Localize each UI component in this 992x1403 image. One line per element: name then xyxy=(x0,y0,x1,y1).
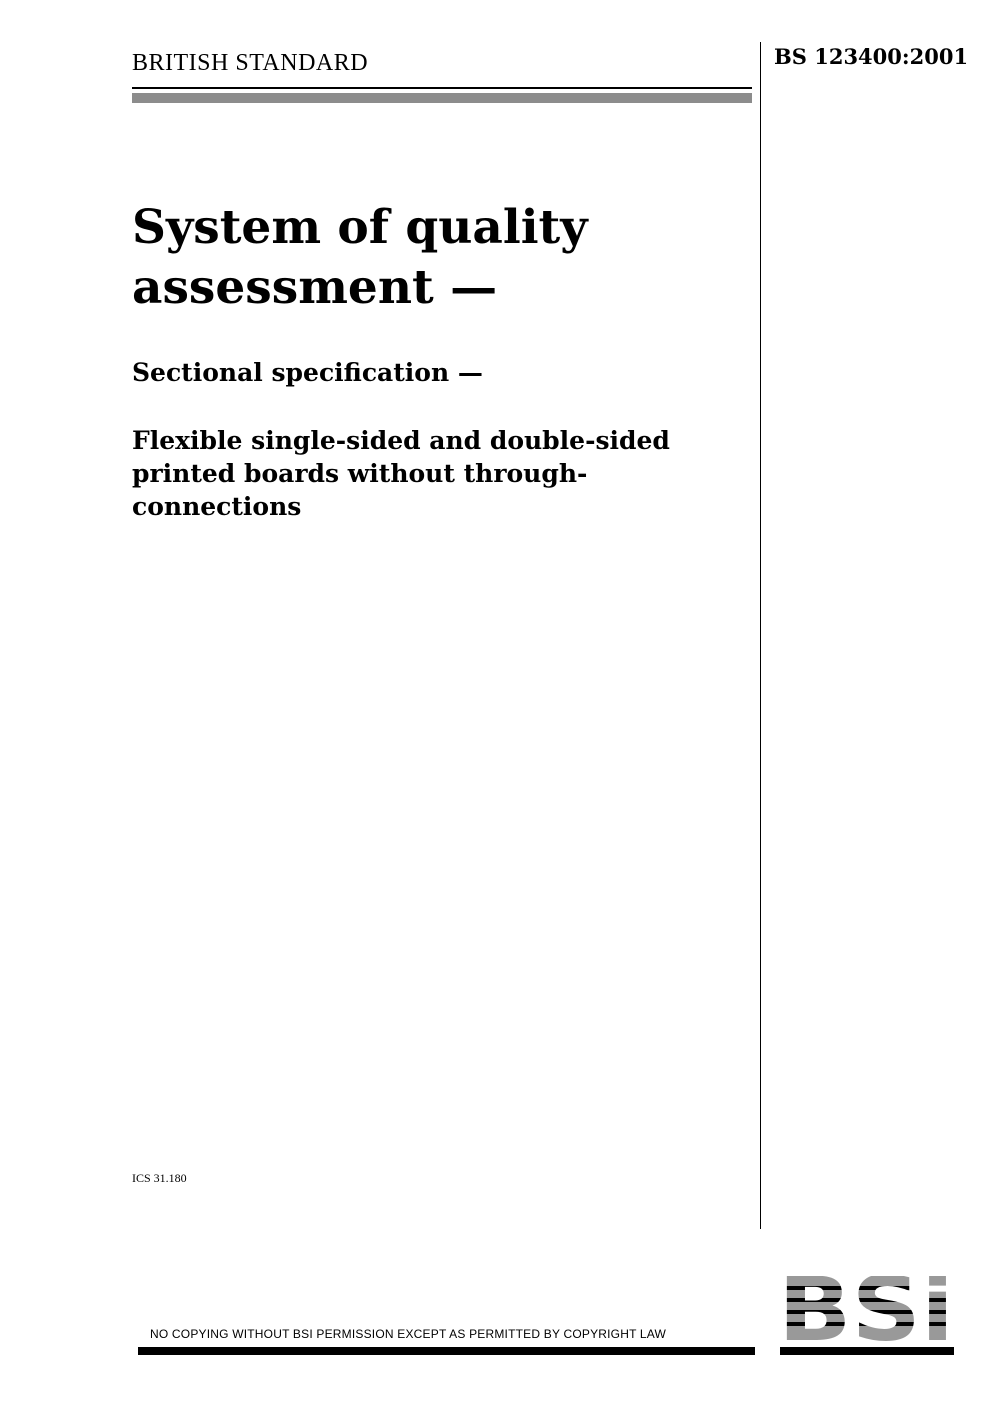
footer-rule-logo xyxy=(780,1347,954,1355)
copyright-notice: NO COPYING WITHOUT BSI PERMISSION EXCEPT AS PERMITTED BY COPYRIGHT LAW xyxy=(150,1327,667,1341)
document-part-title: Sectional specification — xyxy=(132,358,483,387)
document-type-label: BRITISH STANDARD xyxy=(132,50,369,76)
header-divider xyxy=(132,87,752,89)
vertical-divider xyxy=(760,42,761,1229)
bsi-logo-icon xyxy=(778,1276,956,1342)
ics-code: ICS 31.180 xyxy=(132,1171,187,1185)
header-grey-band xyxy=(132,93,752,103)
document-title: System of quality assessment — xyxy=(132,200,588,315)
document-number: BS 123400:2001 xyxy=(774,44,969,69)
footer-rule xyxy=(138,1347,755,1355)
document-subject-title: Flexible single-sided and double-sided printed boards without through-connections xyxy=(132,426,670,521)
